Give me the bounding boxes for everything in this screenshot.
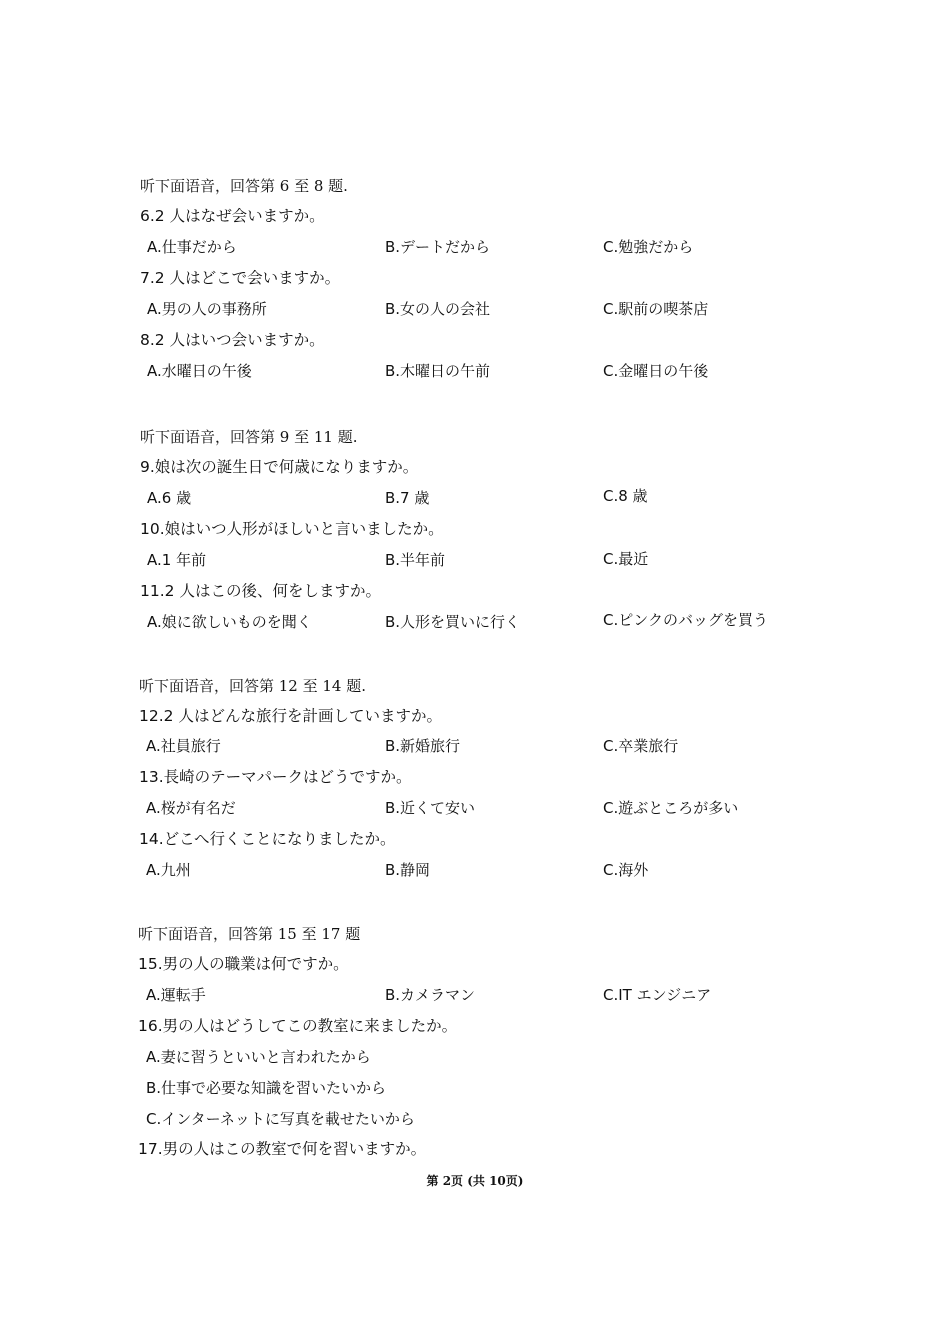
option-c: C.金曜日の午後: [603, 362, 709, 380]
option-c: C.ピンクのバッグを買う: [603, 611, 768, 629]
question-text: 9.娘は次の誕生日で何歳になりますか。: [140, 458, 419, 476]
option-a: A.仕事だから: [147, 238, 237, 256]
section-instruction: 听下面语音，回答第 12 至 14 题.: [139, 677, 367, 695]
option-b: B.カメラマン: [385, 986, 476, 1004]
question-text: 14.どこへ行くことになりましたか。: [139, 830, 396, 848]
option-b: B.静岡: [385, 861, 431, 879]
option-b: B.仕事で必要な知識を習いたいから: [146, 1079, 387, 1097]
question-text: 16.男の人はどうしてこの教室に来ましたか。: [138, 1017, 458, 1035]
option-b: B.女の人の会社: [385, 300, 491, 318]
option-b: B.新婚旅行: [385, 737, 461, 755]
option-a: A.桜が有名だ: [146, 799, 236, 817]
option-c: C.駅前の喫茶店: [603, 300, 709, 318]
option-b: B.デートだから: [385, 238, 491, 256]
option-c: C.8 歳: [603, 487, 648, 505]
option-b: B.人形を買いに行く: [385, 613, 521, 631]
option-b: B.7 歳: [385, 489, 430, 507]
option-a: A.娘に欲しいものを聞く: [147, 613, 312, 631]
option-c: C.卒業旅行: [603, 737, 679, 755]
option-a: A.6 歳: [147, 489, 192, 507]
option-a: A.妻に習うといいと言われたから: [146, 1048, 371, 1066]
option-b: B.木曜日の午前: [385, 362, 491, 380]
option-a: A.運転手: [146, 986, 206, 1004]
option-a: A.社員旅行: [146, 737, 221, 755]
section-instruction: 听下面语音，回答第 9 至 11 题.: [140, 428, 358, 446]
question-text: 6.2 人はなぜ会いますか。: [140, 207, 325, 225]
option-c: C.勉強だから: [603, 238, 694, 256]
option-c: C.海外: [603, 861, 649, 879]
option-b: B.半年前: [385, 551, 446, 569]
question-text: 11.2 人はこの後、何をしますか。: [140, 582, 381, 600]
option-c: C.遊ぶところが多い: [603, 799, 739, 817]
option-b: B.近くて安い: [385, 799, 476, 817]
question-text: 8.2 人はいつ会いますか。: [140, 331, 325, 349]
question-text: 10.娘はいつ人形がほしいと言いましたか。: [140, 520, 444, 538]
question-text: 12.2 人はどんな旅行を計画していますか。: [139, 707, 442, 725]
question-text: 7.2 人はどこで会いますか。: [140, 269, 341, 287]
section-instruction: 听下面语音，回答第 6 至 8 题.: [140, 177, 348, 195]
question-text: 15.男の人の職業は何ですか。: [138, 955, 349, 973]
question-text: 13.長崎のテーマパークはどうですか。: [139, 768, 412, 786]
question-text: 17.男の人はこの教室で何を習いますか。: [138, 1140, 427, 1158]
option-c: C.インターネットに写真を載せたいから: [146, 1110, 415, 1128]
option-a: A.九州: [146, 861, 191, 879]
section-instruction: 听下面语音，回答第 15 至 17 题: [138, 925, 361, 943]
option-c: C.IT エンジニア: [603, 986, 712, 1004]
option-c: C.最近: [603, 550, 649, 568]
option-a: A.1 年前: [147, 551, 207, 569]
option-a: A.男の人の事務所: [147, 300, 267, 318]
page-footer: 第 2页 (共 10页): [426, 1174, 524, 1188]
option-a: A.水曜日の午後: [147, 362, 252, 380]
